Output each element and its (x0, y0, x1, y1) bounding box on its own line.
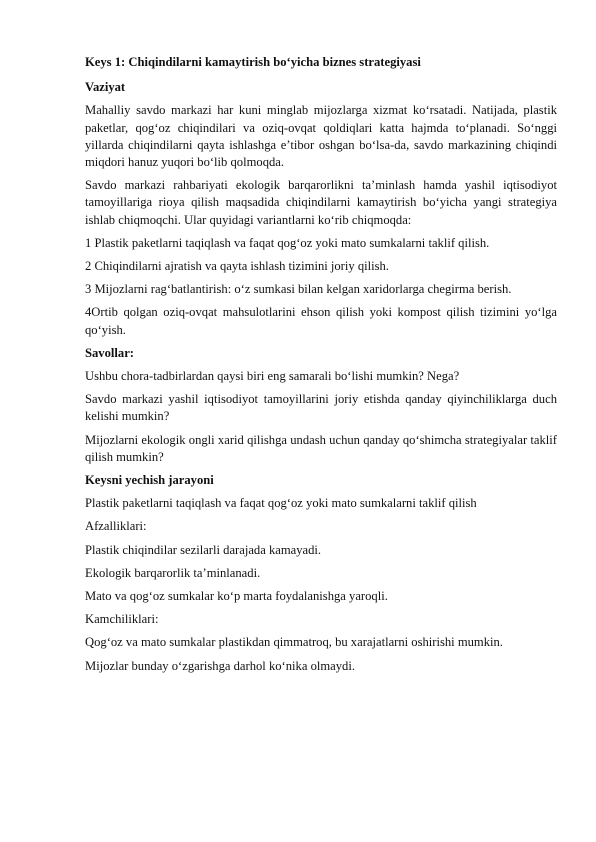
document-title: Keys 1: Chiqindilarni kamaytirish bo‘yicha biznes strategiyasi (85, 55, 421, 69)
disadvantage-item: Mijozlar bunday o‘zgarishga darhol ko‘nika olmaydi. (85, 658, 355, 673)
option-item: 1 Plastik paketlarni taqiqlash va faqat qog‘oz yoki mato sumkalarni taklif qilish. (85, 235, 490, 250)
situation-paragraph: Savdo markazi rahbariyati ekologik barqarorlikni ta’minlash hamda yashil iqtisodiyot tamoyillariga rioya qilish maqsadida chiqindilarni kamaytirish bo‘yicha yangi strategiya ishlab chiqmoqchi. Ular quyidagi variantlarni ko‘rib chiqmoqda: (85, 178, 557, 227)
questions-heading: Savollar: (85, 345, 134, 360)
advantage-item: Mato va qog‘oz sumkalar ko‘p marta foydalanishga yaroqli. (85, 589, 388, 604)
solution-heading: Keysni yechish jarayoni (85, 473, 214, 488)
question-item: Mijozlarni ekologik ongli xarid qilishga undash uchun qanday qo‘shimcha strategiyalar taklif qilish mumkin? (85, 432, 557, 464)
option-item: 2 Chiqindilarni ajratish va qayta ishlash tizimini joriy qilish. (85, 259, 389, 274)
advantage-item: Plastik chiqindilar sezilarli darajada kamayadi. (85, 542, 322, 557)
advantage-item: Ekologik barqarorlik ta’minlanadi. (85, 565, 261, 580)
disadvantages-label: Kamchiliklari: (85, 612, 159, 627)
question-item: Ushbu chora-tadbirlardan qaysi biri eng samarali bo‘lishi mumkin? Nega? (85, 369, 460, 384)
disadvantage-item: Qog‘oz va mato sumkalar plastikdan qimmatroq, bu xarajatlarni oshirishi mumkin. (85, 635, 503, 650)
option-item: 4Ortib qolgan oziq-ovqat mahsulotlarini ehson qilish yoki kompost qilish tizimini yo‘lga qo‘yish. (85, 305, 557, 337)
option-item: 3 Mijozlarni rag‘batlantirish: o‘z sumkasi bilan kelgan xaridorlarga chegirma berish. (85, 282, 512, 297)
document-page (85, 54, 557, 681)
question-item: Savdo markazi yashil iqtisodiyot tamoyillarini joriy etishda qanday qiyinchiliklarga duch kelishi mumkin? (85, 392, 557, 424)
advantages-label: Afzalliklari: (85, 519, 147, 534)
situation-heading: Vaziyat (85, 80, 126, 95)
situation-paragraph: Mahalliy savdo markazi har kuni minglab mijozlarga xizmat ko‘rsatadi. Natijada, plastik paketlar, qog‘oz chiqindilari va oziq-ovqat qoldiqlari katta hajmda to‘planadi. So‘nggi yillarda chiqindilarni qayta ishlashga e’tibor oshgan bo‘lsa-da, savdo markazining chiqindi miqdori hanuz yuqori bo‘lib qolmoqda. (85, 103, 557, 170)
solution-option: Plastik paketlarni taqiqlash va faqat qog‘oz yoki mato sumkalarni taklif qilish (85, 496, 477, 511)
